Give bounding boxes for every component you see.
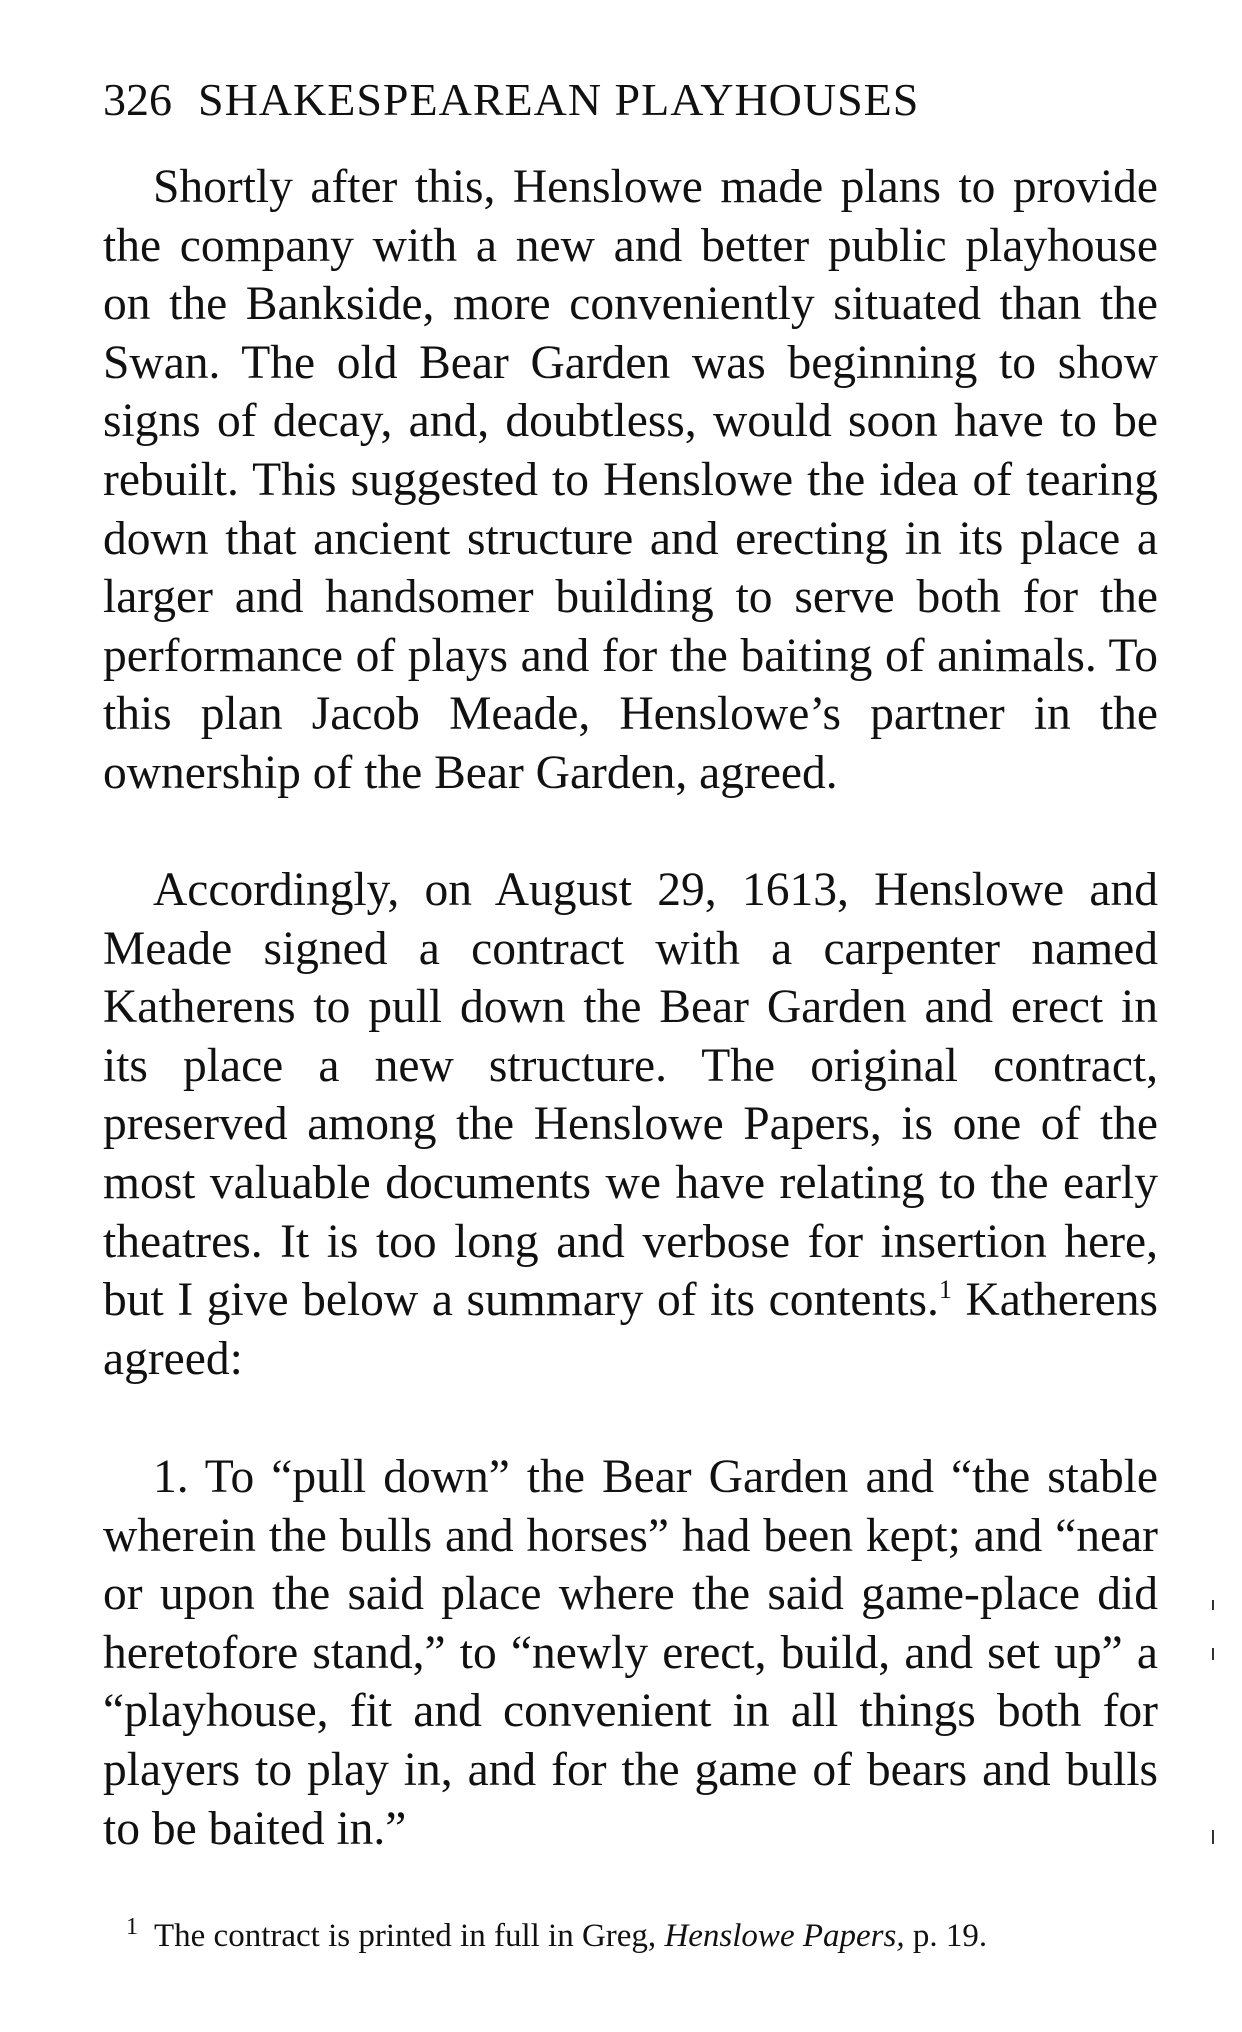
footnote-text: The contract is printed in full in Greg, <box>154 1918 657 1954</box>
footnote-title: Henslowe Papers, <box>664 1918 905 1954</box>
paragraph-2-container <box>103 861 1158 1388</box>
running-title: SHAKESPEAREAN PLAYHOUSES <box>198 74 920 125</box>
list-item-1-text: 1. To “pull down” the Bear Garden and “the stable wherein the bulls and horses” had been kept; and “near or upon the said place where the said game-place did heretofore stand,” to “newly erect, build, and set up” a “playhouse, fit and convenient in all things both for players to play in, and for the game of bears and bulls to be baited in.” <box>103 1451 1158 1855</box>
paragraph-1 <box>103 158 1158 803</box>
margin-tick <box>1212 1648 1214 1660</box>
list-item-1 <box>103 1448 1158 1858</box>
footnote <box>126 1905 1156 1958</box>
footnote-reference: 1 <box>938 1275 952 1305</box>
paragraph-2-text: Accordingly, on August 29, 1613, Henslowe and Meade signed a contract with a carpenter named Katherens to pull down the Bear Garden and erect in its place a new structure. The original contract, preserved among the Henslowe Papers, is one of the most valuable documents we have relating to the early theatres. It is too long and verbose for insertion here, but I give below a summary of its contents. <box>103 864 1158 1327</box>
page-number: 326 <box>103 74 172 125</box>
margin-tick <box>1212 1830 1214 1844</box>
page-header <box>103 70 1143 130</box>
paragraph-2-tail: Katherens agreed: <box>103 1274 1159 1385</box>
margin-marks <box>1212 1600 1218 1860</box>
margin-tick <box>1212 1600 1214 1610</box>
footnote-page: p. 19. <box>912 1918 988 1954</box>
paragraph-1-text: Shortly after this, Henslowe made plans to provide the company with a new and better public playhouse on the Bankside, more conveniently situated than the Swan. The old Bear Garden was beginning to show signs of decay, and, doubtless, would soon have to be rebuilt. This suggested to Henslowe the idea of tearing down that ancient structure and erecting in its place a larger and handsomer building to serve both for the performance of plays and for the baiting of animals. To this plan Jacob Meade, Henslowe’s partner in the ownership of the Bear Garden, agreed. <box>103 161 1158 799</box>
paragraph-2 <box>103 861 1158 1388</box>
footnote-mark: 1 <box>126 1914 138 1940</box>
